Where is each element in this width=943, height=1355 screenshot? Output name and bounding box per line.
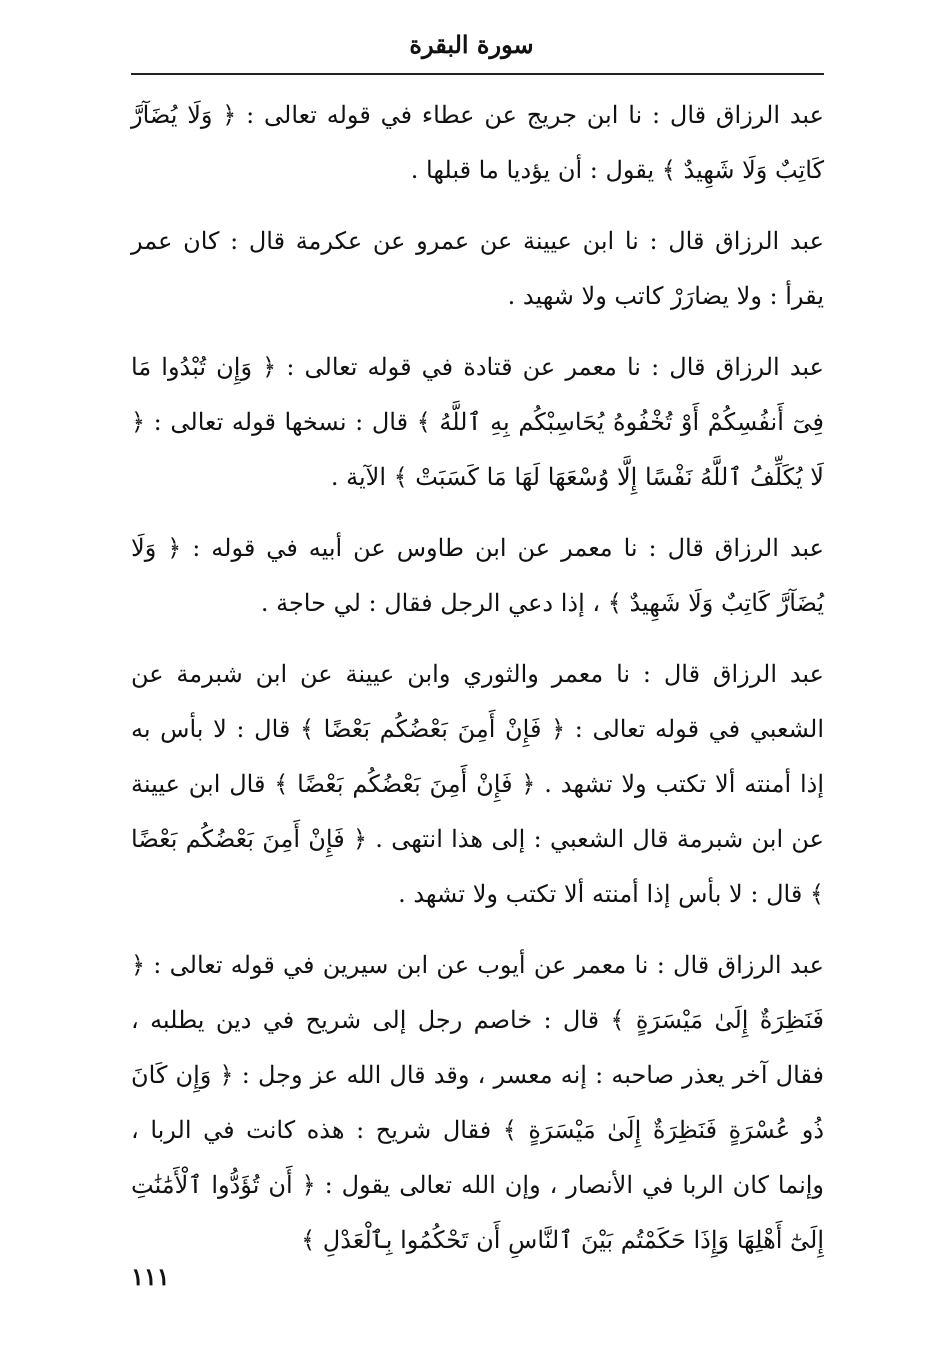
hadith-paragraph-1 [131,88,824,198]
paragraph-text: عبد الرزاق قال : نا معمر عن قتادة في قوله تعالى : ﴿ وَإِن تُبْدُوا مَا فِىٓ أَنفُسِكُمْ أَوْ تُخْفُوهُ يُحَاسِبْكُم بِهِ ٱللَّهُ ﴾ قال : نسخها قوله تعالى : ﴿ لَا يُكَلِّفُ ٱللَّهُ نَفْسًا إِلَّا وُسْعَهَا لَهَا مَا كَسَبَتْ ﴾ الآية . [131,353,824,491]
page-body [131,88,824,1284]
page-number: ١١١ [131,1262,170,1291]
hadith-paragraph-2 [131,214,824,324]
paragraph-text: عبد الرزاق قال : نا معمر عن ابن طاوس عن أبيه في قوله : ﴿ وَلَا يُضَآرَّ كَاتِبٌ وَلَا شَهِيدٌ ﴾ ، إذا دعي الرجل فقال : لي حاجة . [131,534,824,617]
page-title: سورة البقرة [409,30,534,59]
paragraph-text: عبد الرزاق قال : نا معمر والثوري وابن عيينة عن ابن شبرمة عن الشعبي في قوله تعالى : ﴿ فَإِنْ أَمِنَ بَعْضُكُم بَعْضًا ﴾ قال : لا بأس به إذا أمنته ألا تكتب ولا تشهد . ﴿ فَإِنْ أَمِنَ بَعْضُكُم بَعْضًا ﴾ قال ابن عيينة عن ابن شبرمة قال الشعبي : إلى هذا انتهى . ﴿ فَإِنْ أَمِنَ بَعْضُكُم بَعْضًا ﴾ قال : لا بأس إذا أمنته ألا تكتب ولا تشهد . [131,660,824,908]
paragraph-text: عبد الرزاق قال : نا ابن جريج عن عطاء في قوله تعالى : ﴿ وَلَا يُضَآرَّ كَاتِبٌ وَلَا شَهِيدٌ ﴾ يقول : أن يؤديا ما قبلها . [131,101,824,184]
hadith-paragraph-3 [131,340,824,505]
hadith-paragraph-4 [131,521,824,631]
header-divider [131,73,824,75]
paragraph-text: عبد الرزاق قال : نا معمر عن أيوب عن ابن سيرين في قوله تعالى : ﴿ فَنَظِرَةٌ إِلَىٰ مَيْسَرَةٍ ﴾ قال : خاصم رجل إلى شريح في دين يطلبه ، فقال آخر يعذر صاحبه : إنه معسر ، وقد قال الله عز وجل : ﴿ وَإِن كَانَ ذُو عُسْرَةٍ فَنَظِرَةٌ إِلَىٰ مَيْسَرَةٍ ﴾ فقال شريح : هذه كانت في الربا ، وإنما كان الربا في الأنصار ، وإن الله تعالى يقول : ﴿ أَن تُؤَدُّوا ٱلْأَمَٰنَٰتِ إِلَىٰٓ أَهْلِهَا وَإِذَا حَكَمْتُم بَيْنَ ٱلنَّاسِ أَن تَحْكُمُوا بِٱلْعَدْلِ ﴾ [131,951,825,1254]
hadith-paragraph-5 [131,647,824,922]
paragraph-text: عبد الرزاق قال : نا ابن عيينة عن عمرو عن عكرمة قال : كان عمر يقرأ : ولا يضارَرْ كاتب ولا شهيد . [131,227,824,310]
hadith-paragraph-6 [131,938,824,1268]
